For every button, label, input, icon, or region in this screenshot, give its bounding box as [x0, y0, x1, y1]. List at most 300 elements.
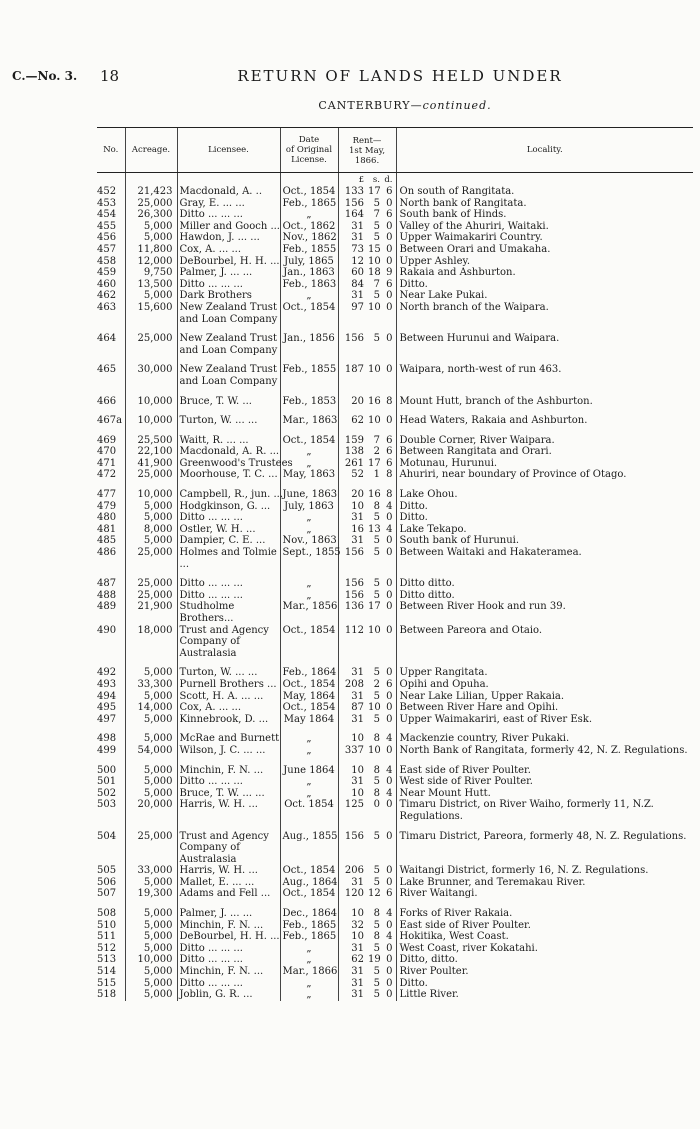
cell-rent-pence: 0 — [386, 966, 393, 978]
cell-rent-shillings: 5 — [373, 830, 380, 842]
cell-rent-pounds: 156 — [338, 578, 366, 590]
cell-license-date: Oct., 1854 — [280, 865, 338, 877]
cell-rent-shillings: 5 — [373, 966, 380, 978]
cell-license-date: May, 1864 — [280, 691, 338, 703]
cell-licensee — [177, 788, 280, 800]
cell-rent-pence: 0 — [386, 799, 393, 811]
cell-locality: Little River. — [396, 989, 693, 1001]
cell-rent-pounds: 73 — [338, 244, 366, 256]
cell-licensee — [177, 888, 280, 900]
cell-locality: Waipara, north-west of run 463. — [396, 364, 693, 387]
leader-dots: ... ... — [229, 908, 253, 920]
cell-locality: Between River Hare and Opihi. — [396, 702, 693, 714]
cell-license-date: Sept., 1855 — [280, 547, 338, 570]
cell-licensee — [177, 978, 280, 990]
cell-licensee — [177, 691, 280, 703]
table-row — [97, 714, 693, 726]
licensee-name: Palmer, J. — [179, 267, 227, 279]
cell-rent-shillings: 5 — [373, 290, 380, 302]
cell-rent-pounds: 206 — [338, 865, 366, 877]
cell-rent-pounds: 31 — [338, 221, 366, 233]
licensee-name: Turton, W. — [179, 667, 232, 679]
cell-locality: Ditto. — [396, 978, 693, 990]
licensee-name: Studholme Brothers... — [179, 601, 235, 624]
licensee-name: DeBourbel, H. H. — [179, 931, 267, 943]
cell-license-date: June, 1863 — [280, 489, 338, 501]
cell-license-date: Feb., 1865 — [280, 920, 338, 932]
leader-dots: ... — [260, 500, 271, 512]
leader-dots: ... ... — [220, 578, 243, 590]
subtitle-continued: continued. — [422, 99, 492, 112]
cell-run-number: 464 — [97, 333, 117, 345]
cell-licensee — [177, 714, 280, 726]
table-row — [97, 302, 693, 325]
cell-rent-pounds: 208 — [338, 679, 366, 691]
cell-rent-pence: 8 — [386, 469, 393, 481]
cell-locality: Ditto, ditto. — [396, 954, 693, 966]
cell-locality: Valley of the Ahuriri, Waitaki. — [396, 221, 693, 233]
licensee-name: DeBourbel, H. H. — [179, 255, 267, 267]
cell-run-number: 489 — [97, 601, 117, 613]
row-spacer — [97, 570, 693, 578]
cell-license-date: „ — [280, 788, 338, 800]
table-row — [97, 469, 693, 481]
cell-run-number: 508 — [97, 908, 117, 920]
cell-licensee — [177, 765, 280, 777]
cell-run-number: 472 — [97, 469, 117, 481]
cell-locality: Between River Hook and run 39. — [396, 601, 693, 624]
cell-licensee — [177, 776, 280, 788]
cell-license-date: „ — [280, 989, 338, 1001]
cell-acreage: 5,000 — [125, 931, 177, 943]
table-row — [97, 888, 693, 900]
leader-dots: ... ... — [220, 954, 243, 966]
cell-run-number: 510 — [97, 919, 117, 931]
cell-acreage: 5,000 — [125, 221, 177, 233]
cell-license-date: Aug., 1864 — [280, 877, 338, 889]
leader-dots: ... ... — [220, 512, 243, 524]
cell-run-number: 469 — [97, 434, 117, 446]
cell-license-date: „ — [280, 943, 338, 955]
cell-license-date: „ — [280, 733, 338, 745]
cell-licensee — [177, 966, 280, 978]
cell-license-date: Jan., 1856 — [280, 333, 338, 356]
cell-locality: Ahuriri, near boundary of Province of Otago. — [396, 469, 693, 481]
cell-locality: Between Hurunui and Waipara. — [396, 333, 693, 356]
cell-rent-pence: 6 — [386, 678, 393, 690]
cell-locality: Motunau, Hurunui. — [396, 458, 693, 470]
cell-rent-pence: 0 — [386, 589, 393, 601]
cell-rent-pence: 6 — [386, 209, 393, 221]
cell-rent-shillings: 5 — [373, 989, 380, 1001]
cell-run-number: 452 — [97, 186, 117, 197]
col-header-date — [280, 128, 338, 173]
leader-dots: ... — [260, 888, 271, 900]
cell-licensee — [177, 908, 280, 920]
leader-dots: ... ... — [222, 197, 245, 209]
leader-dots: ... — [243, 989, 253, 1001]
licensee-name: Ostler, W. H. — [179, 523, 243, 535]
cell-rent-pounds: 97 — [338, 302, 366, 325]
cell-rent-shillings: 17 — [368, 186, 381, 197]
leader-dots: ... ... — [235, 667, 258, 679]
leader-dots: ... — [267, 678, 277, 690]
leader-dots: ... ... — [242, 787, 265, 799]
cell-acreage: 15,600 — [125, 302, 177, 325]
cell-acreage: 5,000 — [125, 788, 177, 800]
cell-rent-shillings: 17 — [368, 457, 381, 469]
cell-rent-pence: 0 — [386, 977, 393, 989]
cell-license-date: Oct., 1854 — [280, 679, 338, 691]
cell-acreage: 9,750 — [125, 267, 177, 279]
table-row — [97, 865, 693, 877]
cell-locality: On south of Rangitata. — [396, 186, 693, 198]
cell-rent-shillings: 5 — [373, 535, 380, 547]
cell-acreage: 5,000 — [125, 232, 177, 244]
leader-dots: ... ... — [226, 434, 249, 446]
licensee-name: Minchin, F. N. — [179, 764, 251, 776]
cell-run-number: 456 — [97, 232, 117, 244]
cell-rent-shillings: 5 — [373, 667, 380, 679]
licensee-name: Trust and Agency Company of Australasia — [179, 624, 269, 659]
cell-licensee — [177, 364, 280, 387]
table-row — [97, 415, 693, 427]
row-spacer — [97, 427, 693, 435]
row-spacer — [97, 325, 693, 333]
licensee-name: Ditto ... — [179, 589, 218, 601]
licensee-name: McRae and Burnett — [179, 733, 280, 745]
cell-rent-pounds: 31 — [338, 943, 366, 955]
cell-run-number: 490 — [97, 624, 117, 636]
leader-dots: .. — [255, 186, 263, 197]
cell-license-date: Feb., 1865 — [280, 198, 338, 210]
cell-run-number: 494 — [97, 690, 117, 702]
cell-rent-pence: 4 — [386, 787, 393, 799]
cell-licensee — [177, 244, 280, 256]
cell-license-date: Nov., 1862 — [280, 232, 338, 244]
cell-rent-pence: 4 — [386, 500, 393, 512]
cell-locality: Ditto ditto. — [396, 578, 693, 590]
cell-rent-shillings: 5 — [373, 333, 380, 345]
cell-run-number: 453 — [97, 197, 117, 209]
table-row — [97, 186, 693, 198]
cell-rent-pence: 6 — [386, 278, 393, 290]
cell-acreage: 13,500 — [125, 279, 177, 291]
cell-rent-pounds: 31 — [338, 691, 366, 703]
leader-dots: ... ... — [220, 977, 243, 989]
cell-rent-pence: 0 — [386, 578, 393, 590]
leader-dots: ... — [248, 799, 258, 811]
cell-locality: Waitangi District, formerly 16, N. Z. Regulations. — [396, 865, 693, 877]
licensee-name: Gray, E. — [179, 197, 220, 209]
cell-rent-pounds: 31 — [338, 966, 366, 978]
licensee-name: Ditto ... — [179, 776, 218, 788]
cell-acreage: 5,000 — [125, 776, 177, 788]
cell-locality: Lake Brunner, and Teremakau River. — [396, 877, 693, 889]
cell-locality: Opihi and Opuha. — [396, 679, 693, 691]
licensee-name: Hodgkinson, G. — [179, 500, 258, 512]
cell-licensee — [177, 186, 280, 198]
cell-acreage: 10,000 — [125, 396, 177, 408]
table-row — [97, 788, 693, 800]
cell-acreage: 5,000 — [125, 691, 177, 703]
cell-run-number: 500 — [97, 764, 117, 776]
cell-licensee — [177, 745, 280, 757]
cell-acreage: 20,000 — [125, 799, 177, 822]
leader-dots: ... — [245, 523, 256, 535]
cell-rent-shillings: 8 — [373, 908, 380, 920]
cell-licensee — [177, 920, 280, 932]
cell-licensee — [177, 279, 280, 291]
cell-rent-pounds: 138 — [338, 446, 366, 458]
cell-licensee — [177, 799, 280, 822]
cell-rent-pence: 8 — [386, 395, 393, 407]
cell-license-date: Mar., 1863 — [280, 415, 338, 427]
table-row — [97, 547, 693, 570]
cell-rent-shillings: 10 — [368, 744, 381, 756]
table-row — [97, 364, 693, 387]
cell-rent-pence: 6 — [386, 457, 393, 469]
cell-rent-pounds: 60 — [338, 267, 366, 279]
cell-license-date: Dec., 1864 — [280, 908, 338, 920]
cell-licensee — [177, 590, 280, 602]
cell-rent-pence: 0 — [386, 954, 393, 966]
cell-license-date: July, 1865 — [280, 256, 338, 268]
cell-rent-pounds: 133 — [338, 186, 366, 198]
cell-rent-pence: 0 — [386, 243, 393, 255]
licensee-name: Joblin, G. R. — [179, 989, 240, 1001]
licensee-name: Turton, W. — [179, 415, 232, 427]
cell-rent-pounds: 10 — [338, 501, 366, 513]
cell-licensee — [177, 221, 280, 233]
table-row — [97, 920, 693, 932]
cell-rent-pounds: 10 — [338, 931, 366, 943]
cell-run-number: 481 — [97, 523, 117, 535]
cell-rent-pounds: 12 — [338, 256, 366, 268]
cell-rent-pence: 0 — [386, 942, 393, 954]
col-header-rent — [338, 128, 396, 173]
table-row — [97, 501, 693, 513]
table-row — [97, 745, 693, 757]
licensee-name: Miller and Gooch — [179, 220, 268, 232]
cell-license-date: „ — [280, 578, 338, 590]
cell-rent-pence: 0 — [386, 713, 393, 725]
table-row — [97, 524, 693, 536]
cell-license-date: June 1864 — [280, 765, 338, 777]
cell-acreage: 5,000 — [125, 714, 177, 726]
cell-run-number: 471 — [97, 457, 117, 469]
cell-license-date: Oct., 1862 — [280, 221, 338, 233]
leader-dots: ... — [253, 764, 264, 776]
cell-run-number: 514 — [97, 966, 117, 978]
cell-rent-pence: 0 — [386, 876, 393, 888]
cell-rent-pounds: 156 — [338, 590, 366, 602]
cell-rent-pounds: 32 — [338, 920, 366, 932]
cell-locality: Lake Ohou. — [396, 489, 693, 501]
cell-run-number: 485 — [97, 535, 117, 547]
cell-acreage: 25,000 — [125, 578, 177, 590]
cell-rent-pounds: 164 — [338, 209, 366, 221]
row-spacer — [97, 388, 693, 396]
cell-rent-pounds: 31 — [338, 667, 366, 679]
licensee-name: Hawdon, J. — [179, 232, 235, 244]
table-row — [97, 232, 693, 244]
cell-run-number: 486 — [97, 547, 117, 559]
cell-licensee — [177, 198, 280, 210]
cell-acreage: 5,000 — [125, 290, 177, 302]
cell-license-date: „ — [280, 458, 338, 470]
cell-rent-pounds: 20 — [338, 489, 366, 501]
cell-rent-pounds: 31 — [338, 512, 366, 524]
cell-rent-shillings: 10 — [368, 624, 381, 636]
leader-dots: ... — [253, 966, 264, 978]
cell-licensee — [177, 831, 280, 866]
cell-licensee — [177, 512, 280, 524]
cell-license-date: Oct., 1854 — [280, 435, 338, 447]
cell-rent-shillings: 8 — [373, 931, 380, 943]
cell-rent-shillings: 8 — [373, 764, 380, 776]
licensee-name: Campbell, R., jun. — [179, 489, 271, 501]
cell-rent-pence: 4 — [386, 764, 393, 776]
leader-dots: ... ... — [220, 589, 243, 601]
cell-run-number: 467a — [97, 415, 123, 427]
cell-locality: Upper Waimakariri Country. — [396, 232, 693, 244]
cell-rent-shillings: 5 — [373, 942, 380, 954]
cell-rent-pounds: 10 — [338, 765, 366, 777]
leader-dots: ... ... — [220, 942, 243, 954]
col-header-rent-line2: 1st May, 1866. — [348, 146, 386, 166]
table-row — [97, 978, 693, 990]
table-row — [97, 989, 693, 1001]
cell-acreage: 5,000 — [125, 966, 177, 978]
licensee-name: Greenwood's Trustees — [179, 457, 293, 469]
cell-acreage: 21,423 — [125, 186, 177, 198]
row-spacer — [97, 659, 693, 667]
licensee-name: Kinnebrook, D. — [179, 713, 256, 725]
cell-rent-pounds: 31 — [338, 714, 366, 726]
cell-rent-pounds: 156 — [338, 198, 366, 210]
cell-rent-shillings: 5 — [373, 232, 380, 244]
table-row — [97, 702, 693, 714]
page-title: RETURN OF LANDS HELD UNDER — [237, 67, 563, 85]
cell-license-date: Feb., 1853 — [280, 396, 338, 408]
cell-license-date: Feb., 1863 — [280, 279, 338, 291]
cell-locality: Near Lake Lilian, Upper Rakaia. — [396, 691, 693, 703]
cell-acreage: 11,800 — [125, 244, 177, 256]
cell-licensee — [177, 446, 280, 458]
cell-acreage: 19,300 — [125, 888, 177, 900]
cell-rent-pence: 0 — [386, 547, 393, 559]
cell-license-date: July, 1863 — [280, 501, 338, 513]
licensee-name: Ditto ... — [179, 512, 218, 524]
cell-locality: Forks of River Rakaia. — [396, 908, 693, 920]
cell-rent-shillings: 5 — [373, 578, 380, 590]
cell-rent-pounds: 31 — [338, 290, 366, 302]
licensee-name: New Zealand Trust and Loan Company — [179, 333, 278, 356]
table-row — [97, 578, 693, 590]
cell-license-date: Oct. 1854 — [280, 799, 338, 822]
cell-license-date: Feb., 1855 — [280, 364, 338, 387]
cell-acreage: 41,900 — [125, 458, 177, 470]
cell-licensee — [177, 469, 280, 481]
licensee-name: Bruce, T. W. — [179, 395, 240, 407]
cell-locality: Ditto ditto. — [396, 590, 693, 602]
cell-locality: East side of River Poulter. — [396, 920, 693, 932]
cell-rent-pounds: 62 — [338, 954, 366, 966]
cell-locality: Upper Ashley. — [396, 256, 693, 268]
page-number: 18 — [100, 67, 120, 85]
leader-dots: ... — [268, 469, 278, 481]
cell-rent-pounds: 156 — [338, 831, 366, 866]
cell-locality: North branch of the Waipara. — [396, 302, 693, 325]
table-row — [97, 776, 693, 788]
cell-locality: Hokitika, West Coast. — [396, 931, 693, 943]
unit-pounds: £ — [338, 173, 366, 187]
cell-acreage: 25,000 — [125, 547, 177, 570]
cell-licensee — [177, 415, 280, 427]
cell-run-number: 497 — [97, 713, 117, 725]
cell-run-number: 505 — [97, 865, 117, 877]
row-spacer — [97, 725, 693, 733]
cell-acreage: 5,000 — [125, 908, 177, 920]
cell-acreage: 25,000 — [125, 333, 177, 356]
cell-rent-pence: 0 — [386, 333, 393, 345]
cell-rent-pounds: 112 — [338, 625, 366, 660]
cell-rent-pounds: 125 — [338, 799, 366, 822]
cell-acreage: 5,000 — [125, 765, 177, 777]
cell-rent-pounds: 156 — [338, 547, 366, 570]
cell-run-number: 466 — [97, 395, 117, 407]
cell-acreage: 5,000 — [125, 920, 177, 932]
cell-acreage: 5,000 — [125, 978, 177, 990]
cell-rent-pence: 0 — [386, 865, 393, 877]
cell-rent-shillings: 5 — [373, 512, 380, 524]
cell-rent-pounds: 120 — [338, 888, 366, 900]
cell-license-date: „ — [280, 209, 338, 221]
cell-rent-shillings: 5 — [373, 876, 380, 888]
cell-locality: Lake Tekapo. — [396, 524, 693, 536]
cell-locality: West side of River Poulter. — [396, 776, 693, 788]
cell-rent-pence: 0 — [386, 702, 393, 714]
cell-rent-pounds: 159 — [338, 435, 366, 447]
cell-rent-shillings: 1 — [373, 469, 380, 481]
cell-rent-shillings: 5 — [373, 865, 380, 877]
table-row — [97, 458, 693, 470]
cell-acreage: 30,000 — [125, 364, 177, 387]
licensee-name: Ditto ... — [179, 954, 218, 966]
cell-licensee — [177, 667, 280, 679]
cell-locality: Double Corner, River Waipara. — [396, 435, 693, 447]
cell-rent-pence: 0 — [386, 512, 393, 524]
cell-acreage: 5,000 — [125, 535, 177, 547]
licensee-name: Adams and Fell — [179, 888, 258, 900]
cell-rent-pounds: 31 — [338, 535, 366, 547]
cell-licensee — [177, 578, 280, 590]
cell-license-date: „ — [280, 978, 338, 990]
licensee-name: Ditto ... — [179, 278, 218, 290]
table-row — [97, 877, 693, 889]
table-row — [97, 446, 693, 458]
table-row — [97, 435, 693, 447]
cell-rent-shillings: 2 — [373, 446, 380, 458]
cell-rent-shillings: 5 — [373, 776, 380, 788]
row-spacer — [97, 481, 693, 489]
cell-rent-pounds: 31 — [338, 232, 366, 244]
cell-rent-shillings: 8 — [373, 733, 380, 745]
licensee-name: Moorhouse, T. C. — [179, 469, 265, 481]
table-row — [97, 590, 693, 602]
cell-licensee — [177, 954, 280, 966]
